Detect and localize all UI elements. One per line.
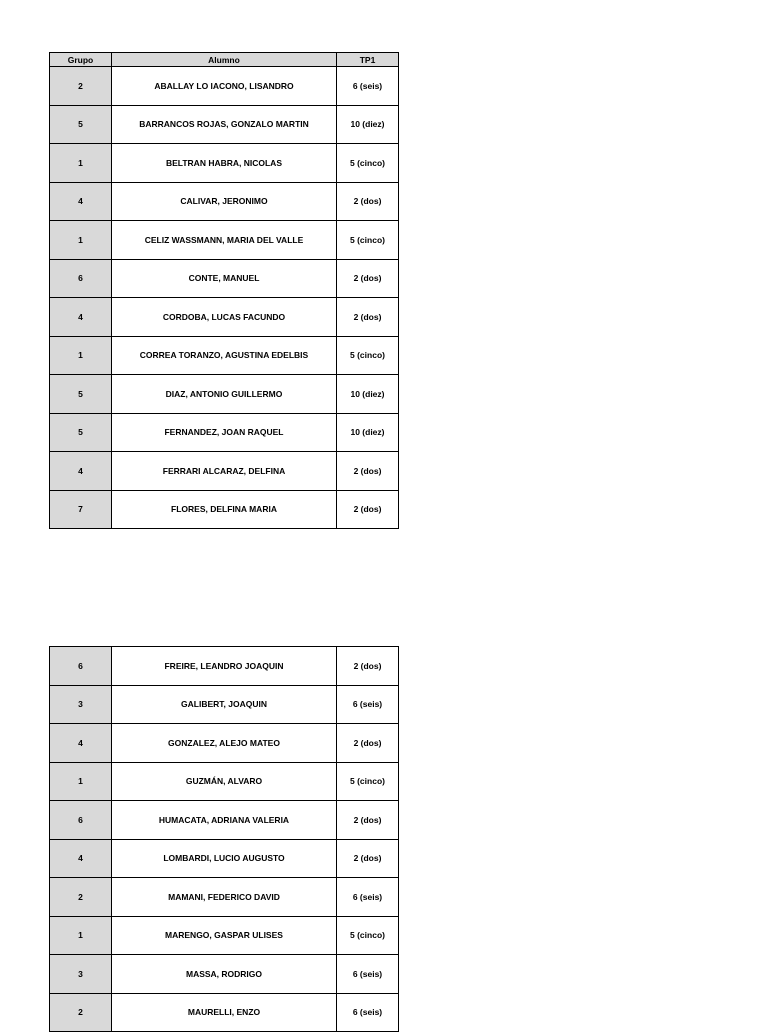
tp1-grade-cell: 6 (seis)	[337, 993, 399, 1032]
tp1-grade-cell: 2 (dos)	[337, 724, 399, 763]
student-name-cell: BARRANCOS ROJAS, GONZALO MARTIN	[112, 105, 337, 144]
student-name-cell: GONZALEZ, ALEJO MATEO	[112, 724, 337, 763]
table-row	[50, 647, 399, 686]
group-number-cell: 1	[50, 916, 112, 955]
grades-table-page-2	[49, 646, 399, 1032]
tp1-grade-cell: 5 (cinco)	[337, 916, 399, 955]
tp1-grade-cell: 6 (seis)	[337, 878, 399, 917]
tp1-grade-cell: 5 (cinco)	[337, 336, 399, 375]
tp1-grade-cell: 2 (dos)	[337, 298, 399, 337]
group-number-cell: 6	[50, 647, 112, 686]
table-row	[50, 916, 399, 955]
table-row	[50, 67, 399, 106]
student-name-cell: FERNANDEZ, JOAN RAQUEL	[112, 413, 337, 452]
student-name-cell: FERRARI ALCARAZ, DELFINA	[112, 452, 337, 491]
student-name-cell: FLORES, DELFINA MARIA	[112, 490, 337, 529]
student-name-cell: LOMBARDI, LUCIO AUGUSTO	[112, 839, 337, 878]
group-number-cell: 2	[50, 67, 112, 106]
student-name-cell: MAMANI, FEDERICO DAVID	[112, 878, 337, 917]
tp1-grade-cell: 10 (diez)	[337, 375, 399, 414]
table-row	[50, 685, 399, 724]
student-name-cell: FREIRE, LEANDRO JOAQUIN	[112, 647, 337, 686]
student-name-cell: CELIZ WASSMANN, MARIA DEL VALLE	[112, 221, 337, 260]
tp1-grade-cell: 2 (dos)	[337, 839, 399, 878]
table-row	[50, 452, 399, 491]
group-number-cell: 4	[50, 182, 112, 221]
group-number-cell: 2	[50, 993, 112, 1032]
group-number-cell: 1	[50, 336, 112, 375]
table-row	[50, 259, 399, 298]
grades-table-page-1	[49, 52, 399, 529]
group-number-cell: 6	[50, 259, 112, 298]
table-row	[50, 221, 399, 260]
tp1-grade-cell: 10 (diez)	[337, 105, 399, 144]
group-number-cell: 4	[50, 452, 112, 491]
table-row	[50, 375, 399, 414]
tp1-grade-cell: 2 (dos)	[337, 259, 399, 298]
table-row	[50, 878, 399, 917]
tp1-grade-cell: 2 (dos)	[337, 182, 399, 221]
table-row	[50, 105, 399, 144]
group-number-cell: 1	[50, 221, 112, 260]
table-row	[50, 801, 399, 840]
tp1-grade-cell: 6 (seis)	[337, 685, 399, 724]
tp1-grade-cell: 10 (diez)	[337, 413, 399, 452]
student-name-cell: DIAZ, ANTONIO GUILLERMO	[112, 375, 337, 414]
student-name-cell: MASSA, RODRIGO	[112, 955, 337, 994]
table-row	[50, 839, 399, 878]
tp1-grade-cell: 6 (seis)	[337, 67, 399, 106]
student-name-cell: CORREA TORANZO, AGUSTINA EDELBIS	[112, 336, 337, 375]
table-body	[50, 647, 399, 1032]
table-row	[50, 182, 399, 221]
tp1-grade-cell: 2 (dos)	[337, 490, 399, 529]
tp1-grade-cell: 5 (cinco)	[337, 221, 399, 260]
group-number-cell: 3	[50, 685, 112, 724]
tp1-grade-cell: 5 (cinco)	[337, 144, 399, 183]
group-number-cell: 5	[50, 375, 112, 414]
tp1-grade-cell: 2 (dos)	[337, 647, 399, 686]
group-number-cell: 4	[50, 839, 112, 878]
student-name-cell: CALIVAR, JERONIMO	[112, 182, 337, 221]
group-number-cell: 5	[50, 105, 112, 144]
tp1-grade-cell: 2 (dos)	[337, 452, 399, 491]
student-name-cell: GALIBERT, JOAQUIN	[112, 685, 337, 724]
table-body	[50, 67, 399, 529]
group-number-cell: 7	[50, 490, 112, 529]
table-row	[50, 724, 399, 763]
group-number-cell: 4	[50, 724, 112, 763]
column-header-alumno: Alumno	[112, 53, 337, 67]
student-name-cell: MARENGO, GASPAR ULISES	[112, 916, 337, 955]
group-number-cell: 2	[50, 878, 112, 917]
table-row	[50, 144, 399, 183]
table-row	[50, 336, 399, 375]
table-row	[50, 762, 399, 801]
tp1-grade-cell: 2 (dos)	[337, 801, 399, 840]
column-header-grupo: Grupo	[50, 53, 112, 67]
group-number-cell: 5	[50, 413, 112, 452]
group-number-cell: 3	[50, 955, 112, 994]
column-header-tp1: TP1	[337, 53, 399, 67]
table-row	[50, 993, 399, 1032]
group-number-cell: 1	[50, 144, 112, 183]
student-name-cell: CONTE, MANUEL	[112, 259, 337, 298]
tp1-grade-cell: 5 (cinco)	[337, 762, 399, 801]
table-row	[50, 413, 399, 452]
table-row	[50, 298, 399, 337]
student-name-cell: BELTRAN HABRA, NICOLAS	[112, 144, 337, 183]
student-name-cell: GUZMÁN, ALVARO	[112, 762, 337, 801]
group-number-cell: 1	[50, 762, 112, 801]
group-number-cell: 4	[50, 298, 112, 337]
student-name-cell: HUMACATA, ADRIANA VALERIA	[112, 801, 337, 840]
tp1-grade-cell: 6 (seis)	[337, 955, 399, 994]
table-row	[50, 955, 399, 994]
student-name-cell: CORDOBA, LUCAS FACUNDO	[112, 298, 337, 337]
table-header-row	[50, 53, 399, 67]
group-number-cell: 6	[50, 801, 112, 840]
student-name-cell: ABALLAY LO IACONO, LISANDRO	[112, 67, 337, 106]
table-row	[50, 490, 399, 529]
student-name-cell: MAURELLI, ENZO	[112, 993, 337, 1032]
